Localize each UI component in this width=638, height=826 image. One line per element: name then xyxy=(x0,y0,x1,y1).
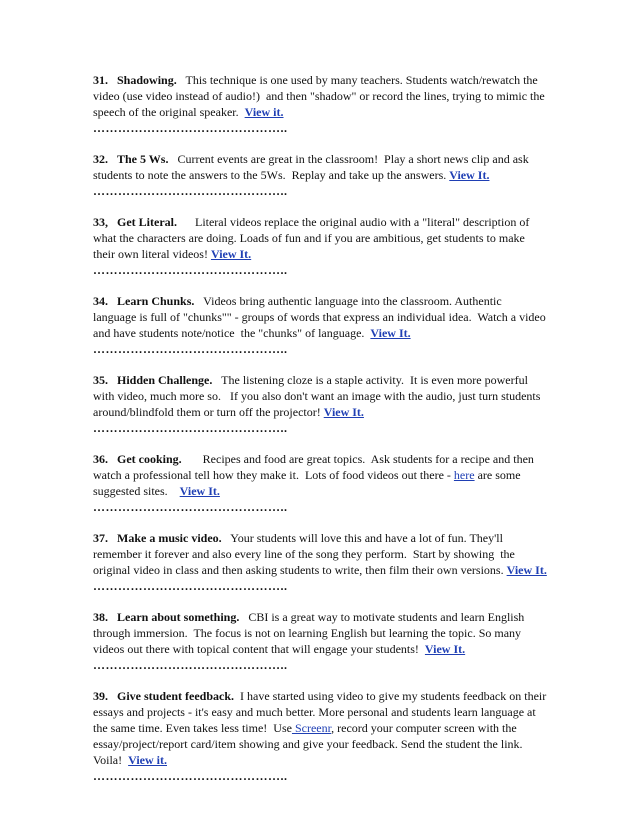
tip-36 xyxy=(93,451,548,514)
view-it-link[interactable]: View It. xyxy=(506,563,547,577)
tip-number: 38. xyxy=(93,610,108,624)
divider: ……………………………………….. xyxy=(93,421,288,435)
tip-35 xyxy=(93,372,548,435)
view-it-link[interactable]: View It. xyxy=(370,326,411,340)
tip-text xyxy=(93,530,548,578)
tip-31 xyxy=(93,72,548,135)
tip-title: Get Literal. xyxy=(117,215,177,229)
divider: ……………………………………….. xyxy=(93,658,288,672)
tip-text xyxy=(93,688,548,768)
divider: ……………………………………….. xyxy=(93,342,288,356)
tip-number: 32. xyxy=(93,152,108,166)
tip-body-continued: , record your computer screen with the essay/project/report card/item showing and give your feedback. Send the student the link. Voila! xyxy=(93,721,526,767)
tip-number: 39. xyxy=(93,689,108,703)
tip-number: 35. xyxy=(93,373,108,387)
tip-title: Make a music video. xyxy=(117,531,222,545)
tip-title: Learn about something. xyxy=(117,610,240,624)
tip-37 xyxy=(93,530,548,593)
view-it-link[interactable]: View It. xyxy=(323,405,364,419)
tip-body: Videos bring authentic language into the classroom. Authentic language is full of "chunks"" - groups of words that express an individual idea. Watch a video and have students note/notice the "chunks" of language. xyxy=(93,294,549,340)
tip-title: Hidden Challenge. xyxy=(117,373,213,387)
view-it-link[interactable]: View it. xyxy=(128,753,167,767)
tip-text xyxy=(93,293,548,341)
view-it-link[interactable]: View It. xyxy=(449,168,490,182)
tip-body: This technique is one used by many teachers. Students watch/rewatch the video (use video instead of audio!) and then "shadow" or record the lines, trying to mimic the speech of the original speaker. xyxy=(93,73,548,119)
tip-34 xyxy=(93,293,548,356)
tip-title: Get cooking. xyxy=(117,452,182,466)
document-page xyxy=(93,72,548,799)
view-it-link[interactable]: View It. xyxy=(179,484,220,498)
tip-body: Your students will love this and have a lot of fun. They'll remember it forever and also every line of the song they perform. Start by showing the original video in class and then asking students to write, then film their own versions. xyxy=(93,531,518,577)
tip-39 xyxy=(93,688,548,783)
tip-number: 34. xyxy=(93,294,108,308)
divider: ……………………………………….. xyxy=(93,263,288,277)
tip-33 xyxy=(93,214,548,277)
tip-number: 36. xyxy=(93,452,108,466)
tip-text xyxy=(93,151,548,183)
tip-body: Current events are great in the classroom! Play a short news clip and ask students to note the answers to the 5Ws. Replay and take up the answers. xyxy=(93,152,532,182)
tip-text xyxy=(93,609,548,657)
tip-text xyxy=(93,72,548,120)
tip-number: 33, xyxy=(93,215,108,229)
tip-body: The listening cloze is a staple activity. It is even more powerful with video, much more so. If you also don't want an image with the audio, just turn students around/blindfold them or turn off the projector! xyxy=(93,373,544,419)
here-link[interactable]: here xyxy=(453,468,475,482)
divider: ……………………………………….. xyxy=(93,769,288,783)
view-it-link[interactable]: View It. xyxy=(424,642,466,656)
tip-title: Give student feedback. xyxy=(117,689,234,703)
divider: ……………………………………….. xyxy=(93,121,288,135)
tip-number: 31. xyxy=(93,73,108,87)
tip-title: The 5 Ws. xyxy=(117,152,169,166)
tip-body: Recipes and food are great topics. Ask students for a recipe and then watch a professional tell how they make it. Lots of food videos out there - xyxy=(93,452,537,482)
tip-text xyxy=(93,372,548,420)
tip-text xyxy=(93,451,548,499)
view-it-link[interactable]: View It. xyxy=(210,247,252,261)
tip-body: Literal videos replace the original audio with a "literal" description of what the characters are doing. Loads of fun and if you are ambitious, get students to make their own literal videos! xyxy=(93,215,533,261)
tip-number: 37. xyxy=(93,531,108,545)
tip-text xyxy=(93,214,548,262)
tip-title: Learn Chunks. xyxy=(117,294,195,308)
tip-title: Shadowing. xyxy=(117,73,177,87)
tip-32 xyxy=(93,151,548,198)
divider: ……………………………………….. xyxy=(93,500,288,514)
tip-body-continued: are some suggested sites. xyxy=(93,468,524,498)
tip-body: CBI is a great way to motivate students and learn English through immersion. The focus is not on learning English but learning the topic. So many videos out there with topical content that will engage your students! xyxy=(93,610,528,656)
divider: ……………………………………….. xyxy=(93,579,288,593)
view-it-link[interactable]: View it. xyxy=(244,105,284,119)
tip-body: I have started using video to give my students feedback on their essays and projects - it's easy and much better. More personal and students learn language at the same time. Even takes less time! Use xyxy=(93,689,550,735)
divider: ……………………………………….. xyxy=(93,184,288,198)
screenr-link[interactable]: Screenr xyxy=(291,721,332,735)
tip-38 xyxy=(93,609,548,672)
